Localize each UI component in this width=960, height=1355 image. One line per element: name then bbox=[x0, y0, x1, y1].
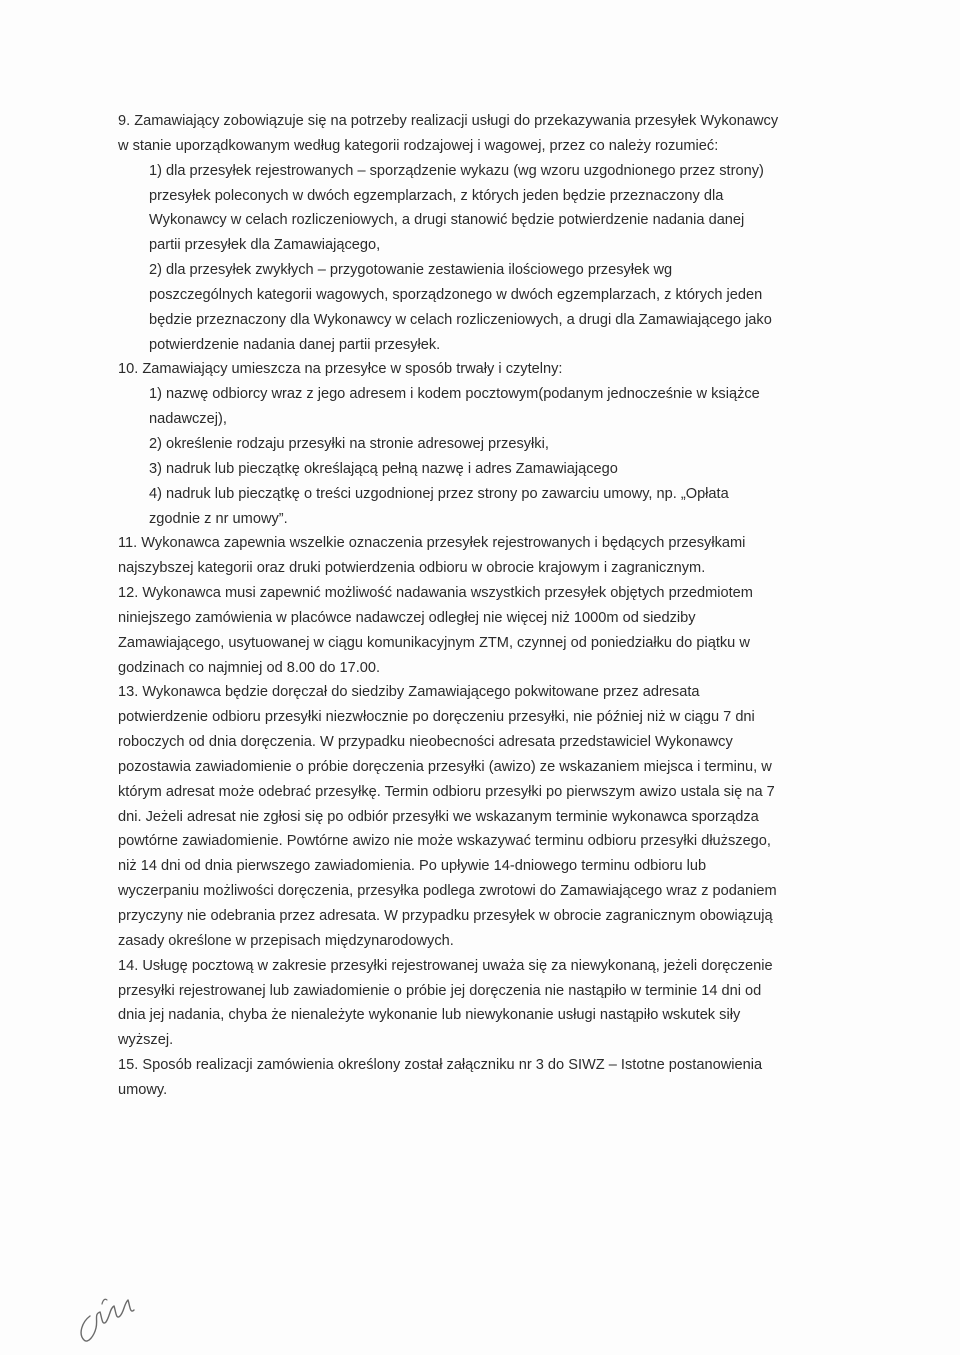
text-line: 13. Wykonawca będzie doręczał do siedziby Zamawiającego pokwitowane przez adresata bbox=[118, 684, 700, 701]
text-line: przyczyny nie odebrania przez adresata. W przypadku przesyłek w obrocie zagranicznym obowiązują bbox=[118, 908, 773, 924]
text-line: 4) nadruk lub pieczątkę o treści uzgodnionej przez strony po zawarciu umowy, np. „Opłata bbox=[149, 485, 729, 502]
text-line: roboczych od dnia doręczenia. W przypadku nieobecności adresata przedstawiciel Wykonawcy bbox=[118, 734, 733, 751]
text-line: przesyłek poleconych w dwóch egzemplarzach, z których jeden będzie przeznaczony dla bbox=[149, 187, 724, 204]
text-line: umowy. bbox=[118, 1081, 168, 1098]
text-line: dnia jej nadania, chyba że nienależyte wykonanie lub niewykonanie usługi nastąpiło wskutek siły bbox=[118, 1007, 741, 1024]
text-line: pozostawia zawiadomienie o próbie doręczenia przesyłki (awizo) ze wskazaniem miejsca i terminu, w bbox=[118, 758, 772, 775]
document-body bbox=[118, 109, 858, 1103]
paragraphs-11-to-15 bbox=[118, 531, 858, 1102]
text-line: godzinach co najmniej od 8.00 do 17.00. bbox=[118, 659, 381, 676]
text-line: powtórne zawiadomienie. Powtórne awizo nie może wskazywać terminu odbioru przesyłki dłuższego, bbox=[118, 833, 771, 850]
text-line: najszybszej kategorii oraz druki potwierdzenia odbioru w obrocie krajowym i zagranicznym. bbox=[118, 560, 706, 577]
text-line: nadawczej), bbox=[149, 411, 227, 428]
text-line: Zamawiającego, usytuowanej w ciągu komunikacyjnym ZTM, czynnej od poniedziałku do piątku w bbox=[118, 634, 750, 651]
text-line: 3) nadruk lub pieczątkę określającą pełną nazwę i adres Zamawiającego bbox=[149, 460, 618, 477]
text-line: niniejszego zamówienia w placówce nadawczej odległej nie więcej niż 1000m od siedziby bbox=[118, 609, 696, 626]
text-line: 14. Usługę pocztową w zakresie przesyłki rejestrowanej uważa się za niewykonaną, jeżeli doręczenie bbox=[118, 957, 773, 974]
text-line: 9. Zamawiający zobowiązuje się na potrzeby realizacji usługi do przekazywania przesyłek Wykonawcy bbox=[118, 113, 779, 129]
signature-stroke bbox=[81, 1300, 134, 1341]
text-line: będzie przeznaczony dla Wykonawcy w celach rozliczeniowych, a drugi dla Zamawiającego jako bbox=[149, 311, 772, 328]
text-line: zasady określone w przepisach międzynarodowych. bbox=[118, 932, 454, 949]
text-line: wyczerpaniu możliwości doręczenia, przesyłka podlega zwrotowi do Zamawiającego wraz z podaniem bbox=[118, 883, 777, 900]
signature-stroke bbox=[102, 1299, 107, 1304]
text-line: wyższej. bbox=[118, 1032, 174, 1049]
paragraph-9-item-1 bbox=[118, 159, 858, 258]
paragraph-9 bbox=[118, 109, 858, 159]
text-line: 1) nazwę odbiorcy wraz z jego adresem i kodem pocztowym(podanym jednocześnie w książce bbox=[149, 386, 760, 403]
paragraph-9-item-2 bbox=[118, 258, 858, 357]
text-line: Wykonawcy w celach rozliczeniowych, a drugi stanowić będzie potwierdzenie nadania danej bbox=[149, 212, 745, 229]
text-line: 1) dla przesyłek rejestrowanych – sporządzenie wykazu (wg wzoru uzgodnionego przez strony) bbox=[149, 162, 764, 179]
text-line: 12. Wykonawca musi zapewnić możliwość nadawania wszystkich przesyłek objętych przedmiotem bbox=[118, 585, 753, 602]
text-line: w stanie uporządkowanym według kategorii rodzajowej i wagowej, przez co należy rozumieć: bbox=[118, 137, 719, 154]
text-line: partii przesyłek dla Zamawiającego, bbox=[149, 237, 381, 254]
text-line: przesyłki rejestrowanej lub zawiadomienie o próbie jej doręczenia nie nastąpiło w terminie 14 dni od bbox=[118, 982, 762, 999]
text-line: 2) określenie rodzaju przesyłki na stronie adresowej przesyłki, bbox=[149, 435, 549, 452]
text-line: potwierdzenie nadania danej partii przesyłek. bbox=[149, 336, 441, 353]
text-line: niż 14 dni od dnia pierwszego zawiadomienia. Po upływie 14-dniowego terminu odbioru lub bbox=[118, 858, 707, 875]
paragraph-10 bbox=[118, 357, 858, 382]
text-line: zgodnie z nr umowy”. bbox=[149, 510, 288, 527]
text-line: którym adresat może odebrać przesyłkę. Termin odbioru przesyłki po pierwszym awizo ustala się na 7 bbox=[118, 783, 775, 800]
text-line: 10. Zamawiający umieszcza na przesyłce w sposób trwały i czytelny: bbox=[118, 361, 563, 378]
text-line: 15. Sposób realizacji zamówienia określony został załączniku nr 3 do SIWZ – Istotne postanowienia bbox=[118, 1057, 763, 1074]
text-line: poszczególnych kategorii wagowych, sporządzonego w dwóch egzemplarzach, z których jeden bbox=[149, 286, 763, 303]
paragraph-10-items bbox=[118, 382, 858, 531]
text-line: 11. Wykonawca zapewnia wszelkie oznaczenia przesyłek rejestrowanych i będących przesyłkami bbox=[118, 535, 746, 552]
text-line: potwierdzenie odbioru przesyłki niezwłocznie po doręczeniu przesyłki, nie później niż w ciągu 7 dni bbox=[118, 709, 755, 726]
text-line: 2) dla przesyłek zwykłych – przygotowanie zestawienia ilościowego przesyłek wg bbox=[149, 262, 673, 279]
handwritten-initials-signature bbox=[72, 1278, 142, 1348]
text-line: dni. Jeżeli adresat nie zgłosi się po odbiór przesyłki we wskazanym terminie wykonawca sporządza bbox=[118, 808, 759, 825]
